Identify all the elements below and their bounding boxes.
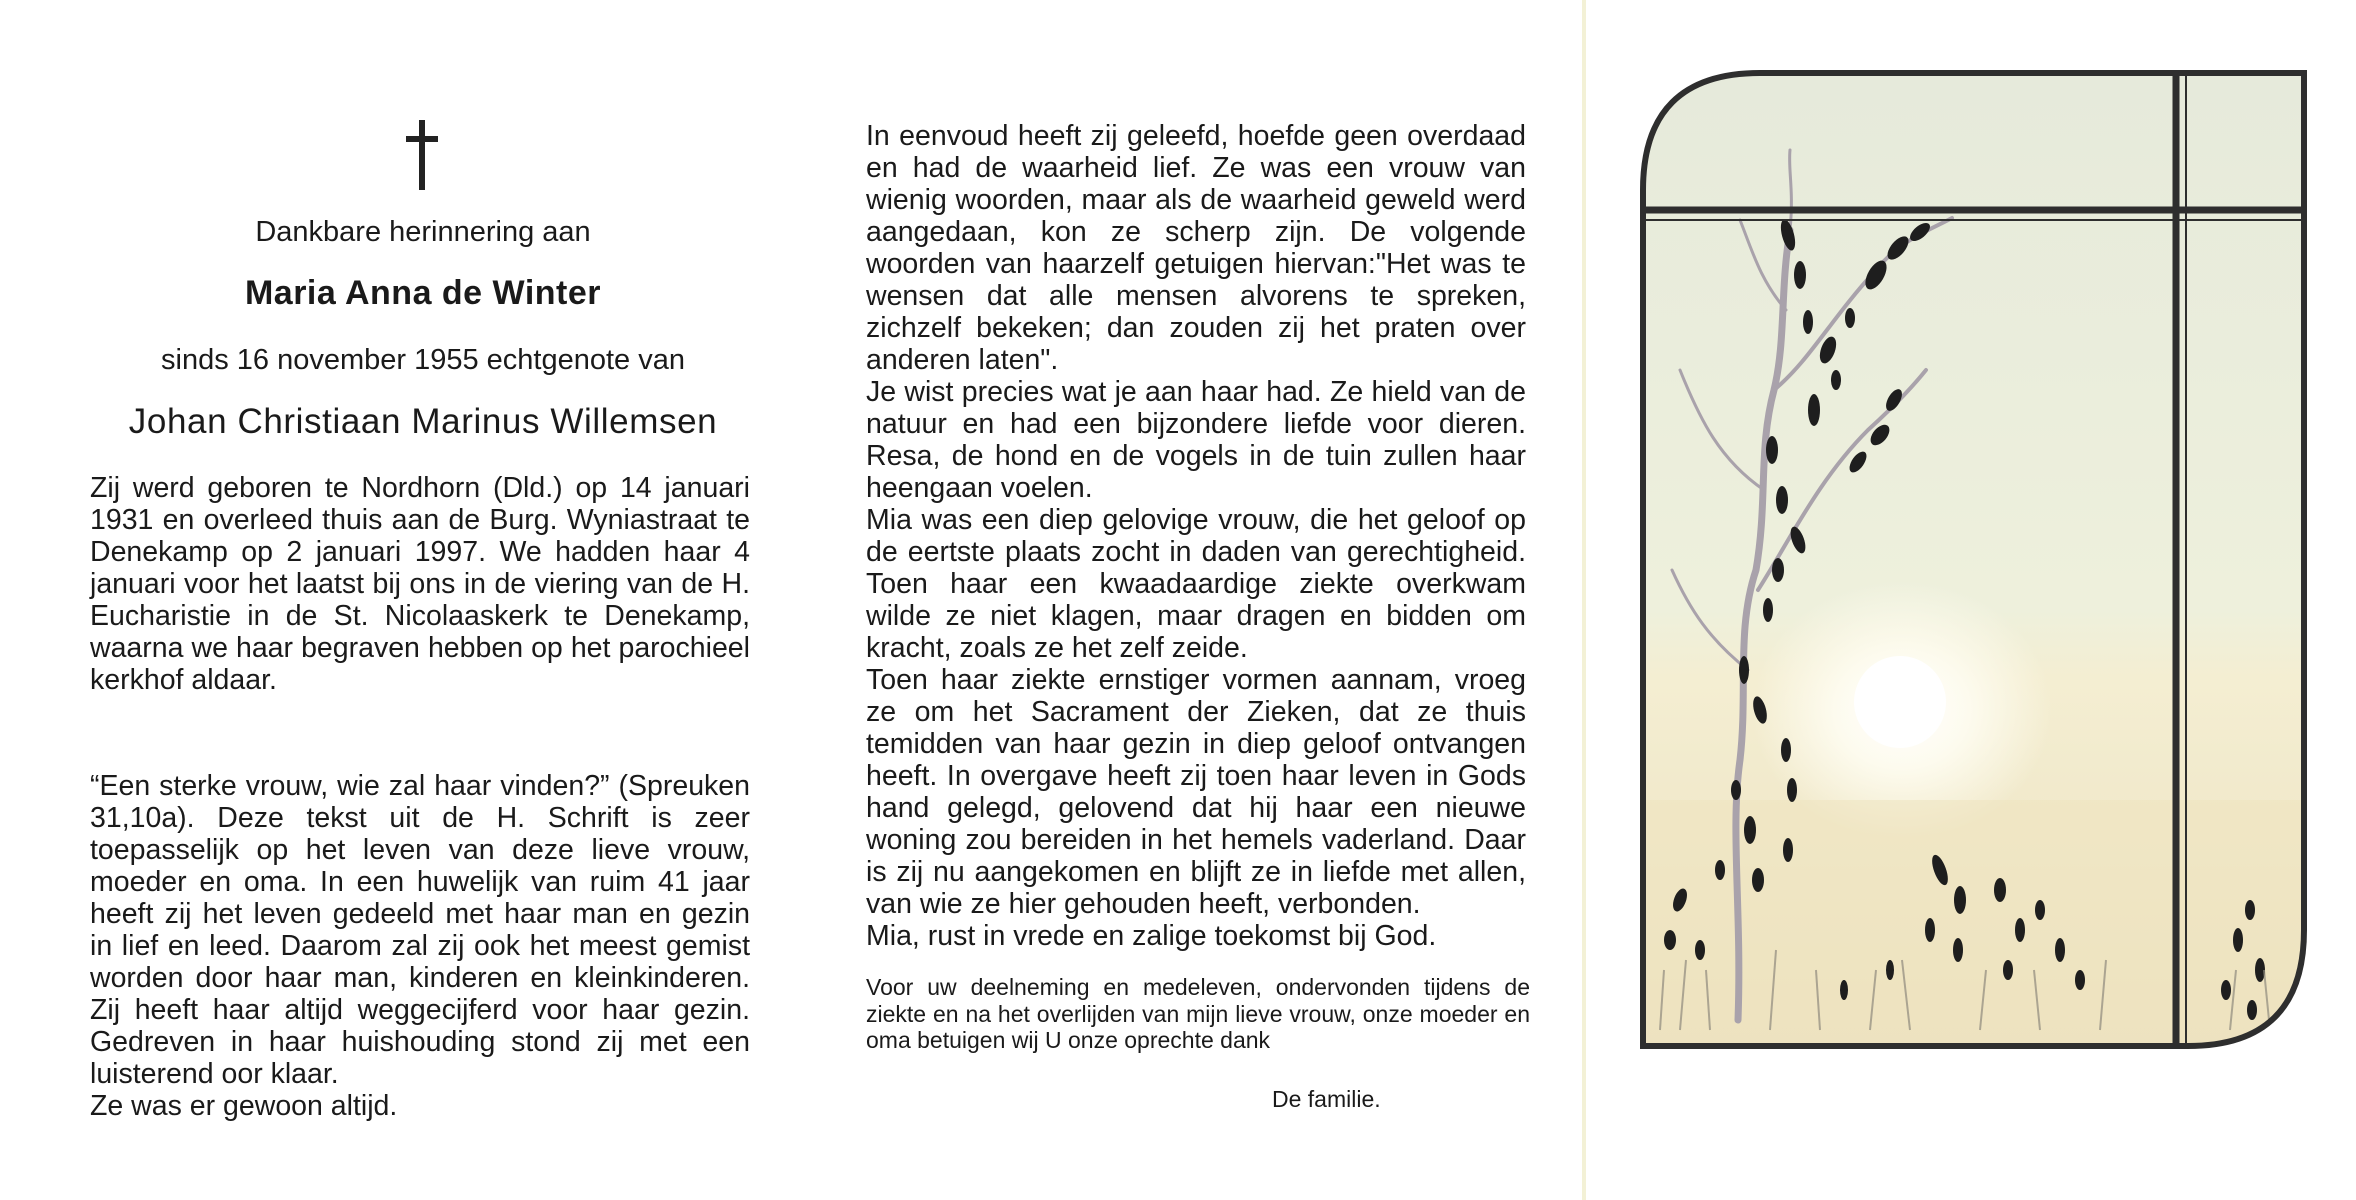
character-text-3: Mia was een diep gelovige vrouw, die het geloof op de eertste plaats zocht in daden van gerechtigheid. Toen haar een kwaadaardige ziekte overkwam wilde ze niet klagen, maar dragen en bidden om kracht, zoals ze het zelf zeide. [866,504,1526,664]
character-paragraph [866,120,1526,952]
farewell-line: Mia, rust in vrede en zalige toekomst bij God. [866,920,1437,952]
biography-text: Zij werd geboren te Nordhorn (Dld.) op 14 januari 1931 en overleed thuis aan de Burg. Wyniastraat te Denekamp op 2 januari 1997. We hadden haar 4 januari voor het laatst bij ons in de viering van de H. Eucharistie in de St. Nicolaaskerk te Denekamp, waarna we haar begraven hebben op het parochieel kerkhof aldaar. [90,472,750,696]
biography-paragraph [90,472,750,696]
sun [1854,656,1946,748]
window-tree-illustration [1640,70,2308,1050]
tribute-text: “Een sterke vrouw, wie zal haar vinden?” (Spreuken 31,10a). Deze tekst uit de H. Schrift is zeer toepasselijk op het leven van deze lieve vrouw, moeder en oma. In een huwelijk van ruim 41 jaar heeft zij het leven gedeeld met haar man en gezin in lief en leed. Daarom zal zij ook het meest gemist worden door haar man, kinderen en kleinkinderen. Zij heeft haar altijd weggecijferd voor haar gezin. Gedreven in haar huishouding stond zij met een luisterend oor klaar. [90,770,750,1090]
cross-icon [402,118,442,192]
character-text-1: In eenvoud heeft zij geleefd, hoefde geen overdaad en had de waarheid lief. Ze was een vrouw van wienig woorden, maar als de waarheid geweld werd aangedaan, kon ze scherp zijn. De volgende woorden van haarzelf getuigen hiervan:"Het was te wensen dat alle mensen alvorens te spreken, zichzelf bekeken; dan zouden zij het praten over anderen laten". [866,120,1526,376]
tribute-paragraph [90,770,750,1122]
character-text-4: Toen haar ziekte ernstiger vormen aannam, vroeg ze om het Sacrament der Zieken, dat ze thuis temidden van haar gezin in diep geloof ontvangen heeft. In overgave heeft zij toen haar leven in Gods hand gelegd, gelovend dat hij haar een nieuwe woning zou bereiden in het hemels vaderland. Daar is zij nu aangekomen en blijft ze in liefde met allen, van wie ze hier gehouden heeft, verbonden. [866,664,1526,920]
marriage-line: sinds 16 november 1955 echtgenote van [161,344,685,376]
intro-text: Dankbare herinnering aan [255,216,591,248]
deceased-name: Maria Anna de Winter [244,274,602,312]
husband-name: Johan Christiaan Marinus Willemsen [128,402,718,441]
thanks-text: Voor uw deelneming en medeleven, ondervonden tijdens de ziekte en na het overlijden van mijn lieve vrouw, onze moeder en oma betuigen wij U onze oprechte dank [866,974,1530,1053]
signature: De familie. [1272,1086,1381,1112]
character-text-2: Je wist precies wat je aan haar had. Ze hield van de natuur en had een bijzondere liefde voor dieren. Resa, de hond en de vogels in de tuin zullen haar heengaan voelen. [866,376,1526,504]
closing-line: Ze was er gewoon altijd. [90,1090,398,1122]
